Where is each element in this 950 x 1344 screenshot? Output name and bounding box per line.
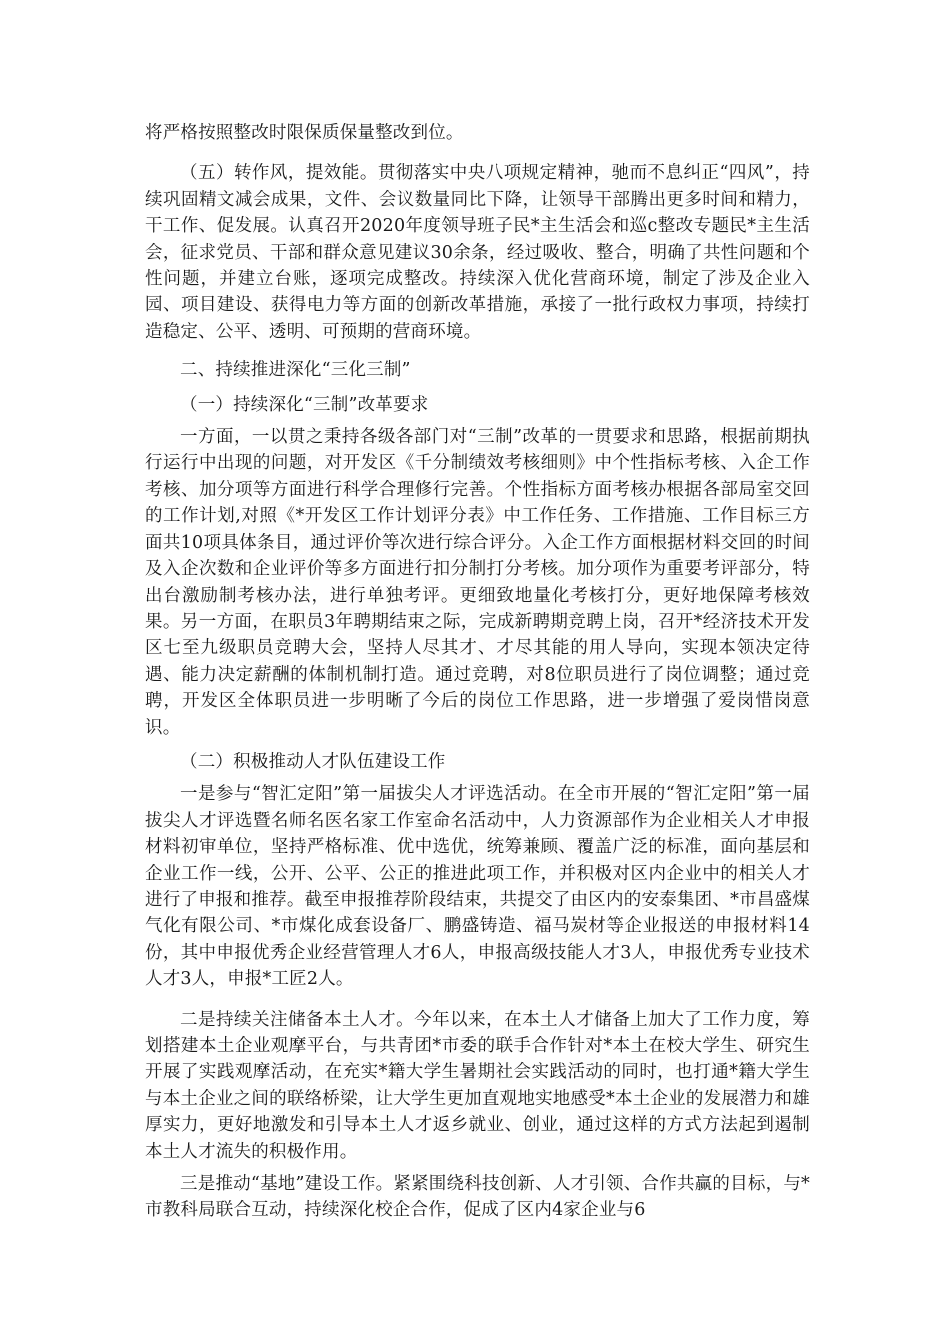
- paragraph-reform: 一方面，一以贯之秉持各级各部门对“三制”改革的一贯要求和思路，根据前期执行运行中出现的问题，对开发区《千分制绩效考核细则》中个性指标考核、入企工作考核、加分项等方面进行科学合理修行完善。个性指标方面考核办根据各部局室交回的工作计划,对照《*开发区工作计划评分表》中工作任务、工作措施、工作目标三方面共10项具体条目，通过评价等次进行综合评分。入企工作方面根据材料交回的时间及入企次数和企业评价等多方面进行扣分制打分考核。加分项作为重要考评部分，特出台激励制考核办法，进行单独考评。更细致地量化考核打分，更好地保障考核效果。另一方面，在职员3年聘期结束之际，完成新聘期竞聘上岗，召开*经济技术开发区七至九级职员竞聘大会，坚持人尽其才、才尽其能的用人导向，实现本领决定待遇、能力决定薪酬的体制机制打造。通过竞聘，对8位职员进行了岗位调整；通过竞聘，开发区全体职员进一步明晰了今后的岗位工作思路，进一步增强了爱岗惜岗意识。: [145, 427, 810, 738]
- subsection-heading-two: （二）积极推动人才队伍建设工作: [180, 751, 446, 772]
- subsection-heading-one: （一）持续深化“三制”改革要求: [180, 394, 429, 415]
- section-heading-two: 二、持续推进深化“三化三制”: [180, 360, 411, 381]
- paragraph-talent-selection: 一是参与“智汇定阳”第一届拔尖人才评选活动。在全市开展的“智汇定阳”第一届拔尖人才评选暨名师名医名家工作室命名活动中，人力资源部作为企业相关人才申报材料初审单位，坚持严格标准、优中选优，统筹兼顾、覆盖广泛的标准，面向基层和企业工作一线，公开、公平、公正的推进此项工作，并积极对区内企业中的相关人才进行了申报和推荐。截至申报推荐阶段结束，共提交了由区内的安泰集团、*市昌盛煤气化有限公司、*市煤化成套设备厂、鹏盛铸造、福马炭材等企业报送的申报材料14份，其中申报优秀企业经营管理人才6人，申报高级技能人才3人，申报优秀专业技术人才3人，申报*工匠2人。: [145, 784, 810, 990]
- paragraph-base-construction: 三是推动“基地”建设工作。紧紧围绕科技创新、人才引领、合作共赢的目标，与*市教科局联合互动，持续深化校企合作，促成了区内4家企业与6: [145, 1174, 810, 1221]
- paragraph-continuation: 将严格按照整改时限保质保量整改到位。: [145, 123, 464, 143]
- document-page: [145, 120, 810, 1224]
- paragraph-local-talent: 二是持续关注储备本土人才。今年以来，在本土人才储备上加大了工作力度，筹划搭建本土企业观摩平台，与共青团*市委的联手合作针对*本土在校大学生、研究生开展了实践观摩活动，在充实*籍大学生暑期社会实践活动的同时，也打通*籍大学生与本土企业之间的联络桥梁，让大学生更加直观地实地感受*本土企业的发展潜力和雄厚实力，更好地激发和引导本土人才返乡就业、创业，通过这样的方式方法起到遏制本土人才流失的积极作用。: [145, 1009, 810, 1162]
- paragraph-work-style: （五）转作风，提效能。贯彻落实中央八项规定精神，驰而不息纠正“四风”，持续巩固精文减会成果，文件、会议数量同比下降，让领导干部腾出更多时间和精力，干工作、促发展。认真召开2020年度领导班子民*主生活会和巡c整改专题民*主生活会，征求党员、干部和群众意见建议30余条，经过吸收、整合，明确了共性问题和个性问题，并建立台账，逐项完成整改。持续深入优化营商环境，制定了涉及企业入园、项目建设、获得电力等方面的创新改革措施，承接了一批行政权力事项，持续打造稳定、公平、透明、可预期的营商环境。: [145, 163, 810, 342]
